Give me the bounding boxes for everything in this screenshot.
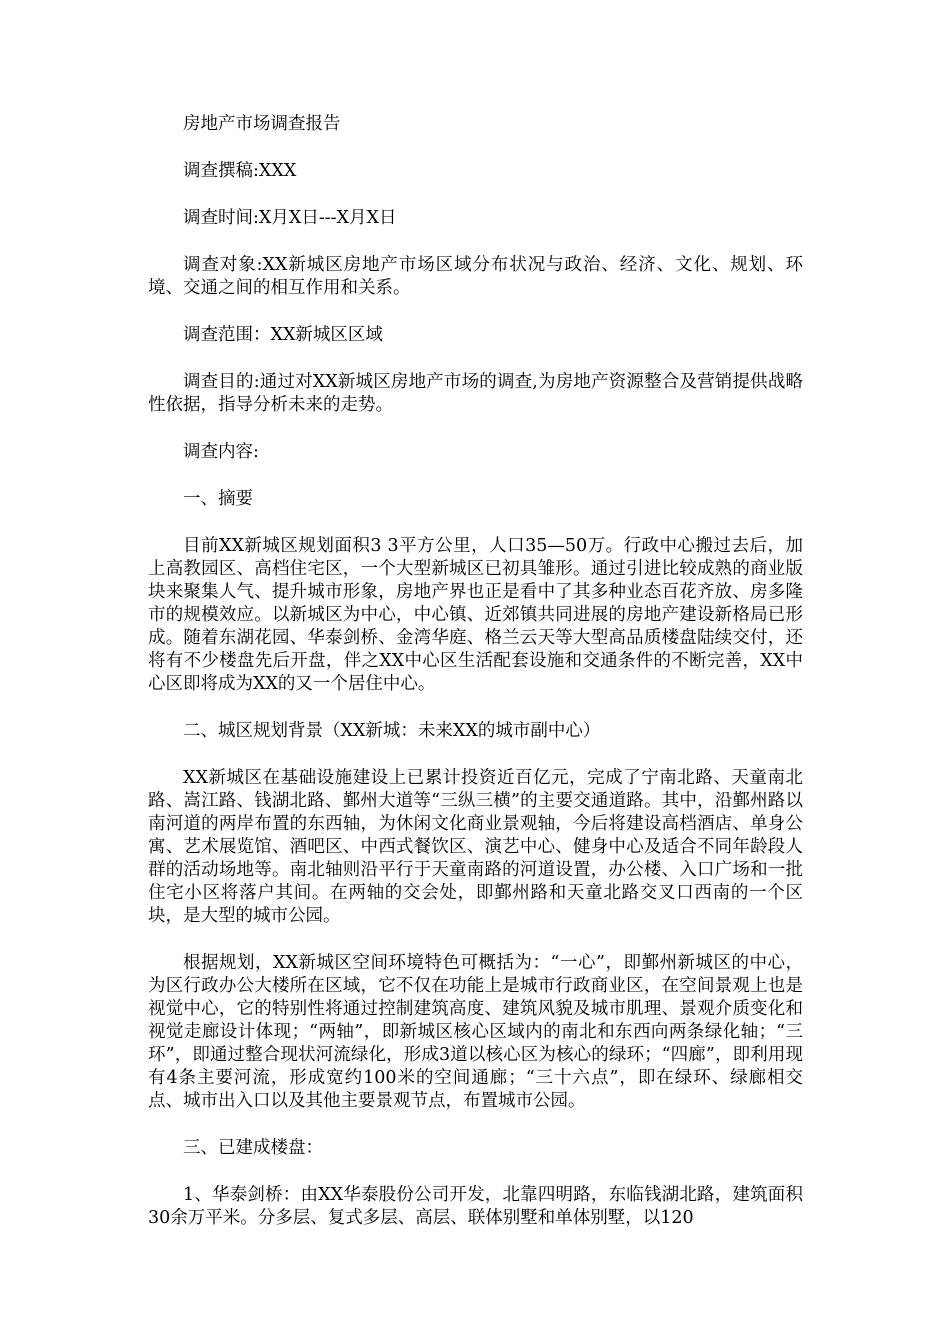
project-1-paragraph: 1、华泰剑桥：由XX华泰股份公司开发，北靠四明路，东临钱湖北路，建筑面积30余万平米。分多层、复式多层、高层、联体别墅和单体别墅，以120 [148, 1185, 803, 1228]
section-2-heading: 二、城区规划背景（XX新城：未来XX的城市副中心） [183, 721, 601, 741]
planning-paragraph: 根据规划，XX新城区空间环境特色可概括为：“一心”，即鄞州新城区的中心，为区行政办公大楼所在区域，它不仅在功能上是城市行政商业区，在空间景观上也是视觉中心，它的特别性将通过控制建筑高度、建筑风貌及城市肌理、景观介质变化和视觉走廊设计体现；“两轴”，即新城区核心区域内的南北和东西向两条绿化轴；“三环”，即通过整合现状河流绿化，形成3道以核心区为核心的绿环；“四廊”，即利用现有4条主要河流，形成宽约100米的空间通廊；“三十六点”，即在绿环、绿廊相交点、城市出入口以及其他主要景观节点，布置城市公园。 [148, 953, 803, 1111]
summary-paragraph: 目前XX新城区规划面积3 3平方公里，人口35—50万。行政中心搬过去后，加上高教园区、高档住宅区，一个大型新城区已初具雏形。通过引进比较成熟的商业版块来聚集人气、提升城市形象，房地产界也正是看中了其多种业态百花齐放、房多隆市的规模效应。以新城区为中心，中心镇、近郊镇共同进展的房地产建设新格局已形成。随着东湖花园、华泰剑桥、金湾华庭、格兰云天等大型高品质楼盘陆续交付，还将有不少楼盘先后开盘，伴之XX中心区生活配套设施和交通条件的不断完善，XX中心区即将成为XX的又一个居住中心。 [148, 536, 803, 694]
document-body [148, 113, 803, 1254]
survey-time-line: 调查时间:X月X日---X月X日 [183, 208, 397, 228]
section-1-heading: 一、摘要 [183, 489, 253, 509]
survey-scope-line: 调查范围：XX新城区区域 [183, 325, 383, 345]
survey-content-heading: 调查内容: [183, 442, 259, 462]
infrastructure-paragraph: XX新城区在基础设施建设上已累计投资近百亿元，完成了宁南北路、天童南北路、嵩江路、钱湖北路、鄞州大道等“三纵三横”的主要交通道路。其中，沿鄞州路以南河道的两岸布置的东西轴，为休闲文化商业景观轴，今后将建设高档酒店、单身公寓、艺术展览馆、酒吧区、中西式餐饮区、演艺中心、健身中心及适合不同年龄段人群的活动场地等。南北轴则沿平行于天童南路的河道设置，办公楼、入口广场和一批住宅小区将落户其间。在两轴的交会处，即鄞州路和天童北路交叉口西南的一个区块，是大型的城市公园。 [148, 768, 803, 926]
survey-purpose-paragraph: 调查目的:通过对XX新城区房地产市场的调查,为房地产资源整合及营销提供战略性依据，指导分析未来的走势。 [148, 372, 803, 415]
report-title: 房地产市场调查报告 [183, 114, 341, 134]
survey-subject-paragraph: 调查对象:XX新城区房地产市场区域分布状况与政治、经济、文化、规划、环境、交通之间的相互作用和关系。 [148, 255, 803, 298]
author-line: 调查撰稿:XXX [183, 161, 297, 181]
section-3-heading: 三、已建成楼盘： [183, 1138, 323, 1158]
